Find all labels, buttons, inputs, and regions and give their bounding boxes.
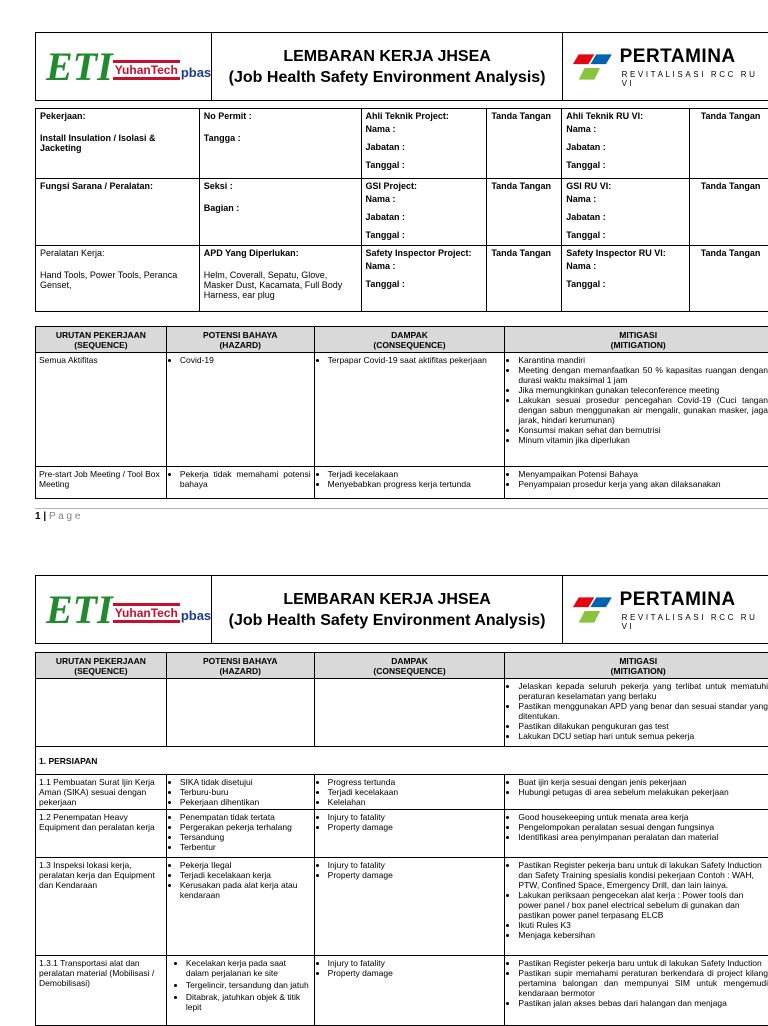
gsi-project-label: GSI Project: bbox=[366, 181, 483, 194]
table-row bbox=[36, 956, 768, 1026]
mitigation-cell bbox=[505, 679, 768, 747]
apd-label: APD Yang Diperlukan: bbox=[204, 248, 357, 258]
pertamina-sub: REVITALISASI RCC RU VI bbox=[622, 613, 768, 631]
list-item: • Injury to fatality bbox=[328, 812, 502, 822]
col-mitigation bbox=[505, 327, 768, 353]
pertamina-sub: REVITALISASI RCC RU VI bbox=[622, 70, 768, 88]
nama-label: Nama : bbox=[566, 194, 685, 207]
col-hazard-sub: (HAZARD) bbox=[170, 666, 311, 676]
jsa-table-page-1 bbox=[35, 326, 768, 499]
list-item: • Pastikan supir memahami peraturan berkendara di project kilang pertamina balongan dan mempunyai SIM untuk mengemudi kendaraan bermotor bbox=[518, 968, 768, 998]
sequence-cell: 1.3 Inspeksi lokasi kerja, peralatan kerja dan Equipment dan Kendaraan bbox=[36, 858, 167, 956]
sequence-cell: 1.1 Pembuatan Surat Ijin Kerja Aman (SIKA) sesuai dengan pekerjaan bbox=[36, 775, 167, 810]
hazard-cell bbox=[166, 810, 314, 858]
yuhantech-logo: YuhanTech bbox=[113, 603, 180, 623]
list-item: • Minum vitamin jika diperlukan bbox=[518, 435, 768, 445]
pbas-logo: pbas bbox=[181, 608, 211, 623]
list-item: • Terpapar Covid-19 saat aktifitas pekerjaan bbox=[328, 355, 502, 365]
consequence-cell bbox=[314, 353, 505, 467]
list-item: • Pastikan Register pekerja baru untuk di lakukan Safety Induction bbox=[518, 958, 768, 968]
peralatan-label: Peralatan Kerja: bbox=[40, 248, 195, 258]
mitigation-cell bbox=[505, 775, 768, 810]
hazard-cell bbox=[166, 679, 314, 747]
title-line-1: LEMBARAN KERJA JHSEA bbox=[212, 46, 562, 67]
company-logo bbox=[36, 576, 212, 644]
ahli-ru-label: Ahli Teknik RU VI: bbox=[566, 111, 685, 124]
table-row bbox=[36, 467, 768, 499]
list-item: • Meeting dengan memanfaatkan 50 % kapasitas ruangan dengan durasi waktu maksimal 1 jam bbox=[518, 365, 768, 385]
hazard-cell bbox=[166, 353, 314, 467]
list-item: • Pengelompokan peralatan sesuai dengan fungsinya bbox=[518, 822, 768, 832]
gsi-ru-cell bbox=[562, 179, 690, 246]
list-item: • Terjadi kecelakaan kerja bbox=[180, 870, 311, 880]
page-number: 1 bbox=[35, 511, 41, 522]
list-item: • Pastikan dilakukan pengukuran gas test bbox=[518, 721, 768, 731]
tanggal-field-label: Tanggal : bbox=[366, 279, 483, 292]
nama-label: Nama : bbox=[366, 124, 483, 137]
list-item: • Pastikan menggunakan APD yang benar dan sesuai standar yang ditentukan. bbox=[518, 701, 768, 721]
list-item: • Lakukan periksaan pengecekan alat kerja : Power tools dan power panel / box panel electrical sebelum di gunakan dan pastikan power panel terpasang ELCB bbox=[518, 890, 768, 920]
section-row bbox=[36, 747, 768, 775]
consequence-cell bbox=[314, 810, 505, 858]
list-item: • Covid-19 bbox=[180, 355, 311, 365]
nama-label: Nama : bbox=[566, 124, 685, 137]
pbas-logo: pbas bbox=[181, 65, 211, 80]
peralatan-cell bbox=[36, 246, 200, 312]
signature-project-1: Tanda Tangan bbox=[487, 109, 562, 179]
title-line-2: (Job Health Safety Environment Analysis) bbox=[212, 610, 562, 631]
eti-logo: ETI bbox=[46, 591, 113, 629]
gsi-ru-label: GSI RU VI: bbox=[566, 181, 685, 194]
list-item: • Pastikan jalan akses bebas dari halangan dan menjaga bbox=[518, 998, 768, 1008]
list-item: • Pastikan Register pekerja baru untuk di lakukan Safety Induction dan Safety Training spesialis kondisi pekerjaan Contoh : WAH, PTW, Confined Space, Emergency Drill, dan lain lainya. bbox=[518, 860, 768, 890]
safety-ru-cell bbox=[562, 246, 690, 312]
sequence-cell: Semua Aktifitas bbox=[36, 353, 167, 467]
pekerjaan-value: Install Insulation / Isolasi & Jacketing bbox=[40, 133, 195, 153]
mitigation-cell bbox=[505, 810, 768, 858]
col-hazard-title: POTENSI BAHAYA bbox=[170, 330, 311, 340]
list-item: • Tersandung bbox=[180, 832, 311, 842]
list-item: • Terjadi kecelakaan bbox=[328, 469, 502, 479]
apd-value: Helm, Coverall, Sepatu, Glove, Masker Dust, Kacamata, Full Body Harness, ear plug bbox=[204, 270, 357, 300]
ahli-project-cell bbox=[361, 109, 487, 179]
tanggal-label: Tangga : bbox=[204, 133, 357, 143]
sequence-cell: 1.2 Penempatan Heavy Equipment dan peralatan kerja bbox=[36, 810, 167, 858]
list-item: • Jelaskan kepada seluruh pekerja yang terlibat untuk mematuhi peraturan keselamatan yang berlaku bbox=[518, 681, 768, 701]
list-item: • Ditabrak, jatuhkan objek & titik lepit bbox=[186, 992, 311, 1012]
page-label: P a g e bbox=[49, 511, 81, 522]
signature-project-2: Tanda Tangan bbox=[487, 179, 562, 246]
list-item: • Tergelincir, tersandung dan jatuh bbox=[186, 980, 311, 990]
hazard-cell bbox=[166, 467, 314, 499]
gsi-project-cell bbox=[361, 179, 487, 246]
section-title: 1. PERSIAPAN bbox=[36, 747, 768, 775]
hazard-cell bbox=[166, 858, 314, 956]
pertamina-emblem-icon bbox=[569, 593, 620, 627]
list-item: • Lakukan sesuai prosedur pencegahan Covid-19 (Cuci tangan dengan sabun menggunakan air mengalir, gunakan masker, jaga jarak, hindari kerumunan) bbox=[518, 395, 768, 425]
nama-label: Nama : bbox=[566, 261, 685, 274]
pertamina-logo bbox=[563, 576, 768, 644]
fungsi-label: Fungsi Sarana / Peralatan: bbox=[36, 179, 200, 246]
mitigation-cell bbox=[505, 467, 768, 499]
table-row bbox=[36, 679, 768, 747]
list-item: • Ikuti Rules K3 bbox=[518, 920, 768, 930]
list-item: • Pekerjaan dihentikan bbox=[180, 797, 311, 807]
page-title bbox=[212, 576, 563, 644]
consequence-cell bbox=[314, 775, 505, 810]
safety-ru-label: Safety Inspector RU VI: bbox=[566, 248, 685, 261]
pertamina-logo bbox=[563, 33, 768, 101]
list-item: • Lakukan DCU setiap hari untuk semua pekerja bbox=[518, 731, 768, 741]
hazard-cell bbox=[166, 775, 314, 810]
table-row bbox=[36, 810, 768, 858]
page-footer bbox=[35, 508, 768, 522]
mitigation-cell bbox=[505, 858, 768, 956]
list-item: • Kecelakan kerja pada saat dalam perjalanan ke site bbox=[186, 958, 311, 978]
pertamina-name: PERTAMINA bbox=[620, 589, 768, 611]
jabatan-label: Jabatan : bbox=[566, 142, 685, 155]
eti-logo: ETI bbox=[46, 48, 113, 86]
list-item: • Good housekeeping untuk menata area kerja bbox=[518, 812, 768, 822]
col-mitigation-title: MITIGASI bbox=[508, 656, 768, 666]
list-item: • Pergerakan pekerja terhalang bbox=[180, 822, 311, 832]
page-title bbox=[212, 33, 563, 101]
sequence-cell: 1.3.1 Transportasi alat dan peralatan material (Mobilisasi / Demobilisasi) bbox=[36, 956, 167, 1026]
title-line-2: (Job Health Safety Environment Analysis) bbox=[212, 67, 562, 88]
safety-project-label: Safety Inspector Project: bbox=[366, 248, 483, 261]
table-row bbox=[36, 775, 768, 810]
ahli-ru-cell bbox=[562, 109, 690, 179]
col-sequence-title: URUTAN PEKERJAAN bbox=[39, 330, 163, 340]
jabatan-label: Jabatan : bbox=[366, 212, 483, 225]
title-line-1: LEMBARAN KERJA JHSEA bbox=[212, 589, 562, 610]
list-item: • Buat ijin kerja sesuai dengan jenis pekerjaan bbox=[518, 777, 768, 787]
list-item: • Karantina mandiri bbox=[518, 355, 768, 365]
col-sequence-sub: (SEQUENCE) bbox=[39, 666, 163, 676]
list-item: • Terbentur bbox=[180, 842, 311, 852]
list-item: • Property damage bbox=[328, 822, 502, 832]
safety-project-cell bbox=[361, 246, 487, 312]
jabatan-label: Jabatan : bbox=[566, 212, 685, 225]
list-item: • Identifikasi area penyimpanan peralatan dan material bbox=[518, 832, 768, 842]
list-item: • SIKA tidak disetujui bbox=[180, 777, 311, 787]
mitigation-cell bbox=[505, 353, 768, 467]
signature-ru-3: Tanda Tangan bbox=[690, 246, 768, 312]
list-item: • Terburu-buru bbox=[180, 787, 311, 797]
jabatan-label: Jabatan : bbox=[366, 142, 483, 155]
list-item: • Hubungi petugas di area sebelum melakukan pekerjaan bbox=[518, 787, 768, 797]
signature-ru-1: Tanda Tangan bbox=[690, 109, 768, 179]
signature-ru-2: Tanda Tangan bbox=[690, 179, 768, 246]
col-sequence bbox=[36, 653, 167, 679]
pertamina-name: PERTAMINA bbox=[620, 46, 768, 68]
col-mitigation-title: MITIGASI bbox=[508, 330, 768, 340]
tanggal-field-label: Tanggal : bbox=[366, 230, 483, 243]
col-consequence-title: DAMPAK bbox=[318, 656, 502, 666]
list-item: • Property damage bbox=[328, 968, 502, 978]
sequence-cell bbox=[36, 679, 167, 747]
consequence-cell bbox=[314, 956, 505, 1026]
list-item: • Penyampaian prosedur kerja yang akan dilaksanakan bbox=[518, 479, 768, 489]
pekerjaan-label: Pekerjaan: bbox=[40, 111, 195, 121]
consequence-cell bbox=[314, 858, 505, 956]
page-separator: | bbox=[43, 511, 46, 522]
list-item: • Injury to fatality bbox=[328, 860, 502, 870]
table-row bbox=[36, 858, 768, 956]
list-item: • Terjadi kecelakaan bbox=[328, 787, 502, 797]
header-page-1 bbox=[35, 32, 768, 101]
list-item: • Penempatan tidak tertata bbox=[180, 812, 311, 822]
jsa-table-page-2 bbox=[35, 652, 768, 1026]
col-mitigation-sub: (MITIGATION) bbox=[508, 666, 768, 676]
col-hazard bbox=[166, 327, 314, 353]
seksi-label: Seksi : bbox=[204, 181, 357, 191]
col-consequence bbox=[314, 653, 505, 679]
list-item: • Pekerja tidak memahami potensi bahaya bbox=[180, 469, 311, 489]
tanggal-field-label: Tanggal : bbox=[566, 160, 685, 173]
col-mitigation-sub: (MITIGATION) bbox=[508, 340, 768, 350]
header-page-2 bbox=[35, 575, 768, 644]
no-permit-label: No Permit : bbox=[204, 111, 357, 121]
hazard-cell bbox=[166, 956, 314, 1026]
list-item: • Kelelahan bbox=[328, 797, 502, 807]
list-item: • Jika memungkinkan gunakan teleconference meeting bbox=[518, 385, 768, 395]
table-row bbox=[36, 353, 768, 467]
consequence-cell bbox=[314, 679, 505, 747]
pertamina-emblem-icon bbox=[569, 50, 620, 84]
col-consequence-sub: (CONSEQUENCE) bbox=[318, 340, 502, 350]
list-item: • Menyampaikan Potensi Bahaya bbox=[518, 469, 768, 479]
peralatan-value: Hand Tools, Power Tools, Peranca Genset, bbox=[40, 270, 195, 290]
nama-label: Nama : bbox=[366, 194, 483, 207]
col-consequence-sub: (CONSEQUENCE) bbox=[318, 666, 502, 676]
ahli-project-label: Ahli Teknik Project: bbox=[366, 111, 483, 124]
col-hazard bbox=[166, 653, 314, 679]
col-mitigation bbox=[505, 653, 768, 679]
consequence-cell bbox=[314, 467, 505, 499]
permit-cell bbox=[199, 109, 361, 179]
job-info-table bbox=[35, 108, 768, 312]
nama-label: Nama : bbox=[366, 261, 483, 274]
seksi-cell bbox=[199, 179, 361, 246]
col-consequence-title: DAMPAK bbox=[318, 330, 502, 340]
tanggal-field-label: Tanggal : bbox=[566, 230, 685, 243]
signature-project-3: Tanda Tangan bbox=[487, 246, 562, 312]
pekerjaan-cell bbox=[36, 109, 200, 179]
sequence-cell: Pre-start Job Meeting / Tool Box Meeting bbox=[36, 467, 167, 499]
mitigation-cell bbox=[505, 956, 768, 1026]
list-item: • Property damage bbox=[328, 870, 502, 880]
col-sequence-title: URUTAN PEKERJAAN bbox=[39, 656, 163, 666]
bagian-label: Bagian : bbox=[204, 203, 357, 213]
company-logo bbox=[36, 33, 212, 101]
list-item: • Kerusakan pada alat kerja atau kendaraan bbox=[180, 880, 311, 900]
col-sequence-sub: (SEQUENCE) bbox=[39, 340, 163, 350]
yuhantech-logo: YuhanTech bbox=[113, 60, 180, 80]
col-sequence bbox=[36, 327, 167, 353]
list-item: • Menyebabkan progress kerja tertunda bbox=[328, 479, 502, 489]
col-hazard-sub: (HAZARD) bbox=[170, 340, 311, 350]
col-hazard-title: POTENSI BAHAYA bbox=[170, 656, 311, 666]
tanggal-field-label: Tanggal : bbox=[566, 279, 685, 292]
apd-cell bbox=[199, 246, 361, 312]
list-item: • Konsumsi makan sehat dan bernutrisi bbox=[518, 425, 768, 435]
col-consequence bbox=[314, 327, 505, 353]
tanggal-field-label: Tanggal : bbox=[366, 160, 483, 173]
list-item: • Menjaga kebersihan bbox=[518, 930, 768, 940]
list-item: • Pekerja Ilegal bbox=[180, 860, 311, 870]
list-item: • Injury to fatality bbox=[328, 958, 502, 968]
list-item: • Progress tertunda bbox=[328, 777, 502, 787]
